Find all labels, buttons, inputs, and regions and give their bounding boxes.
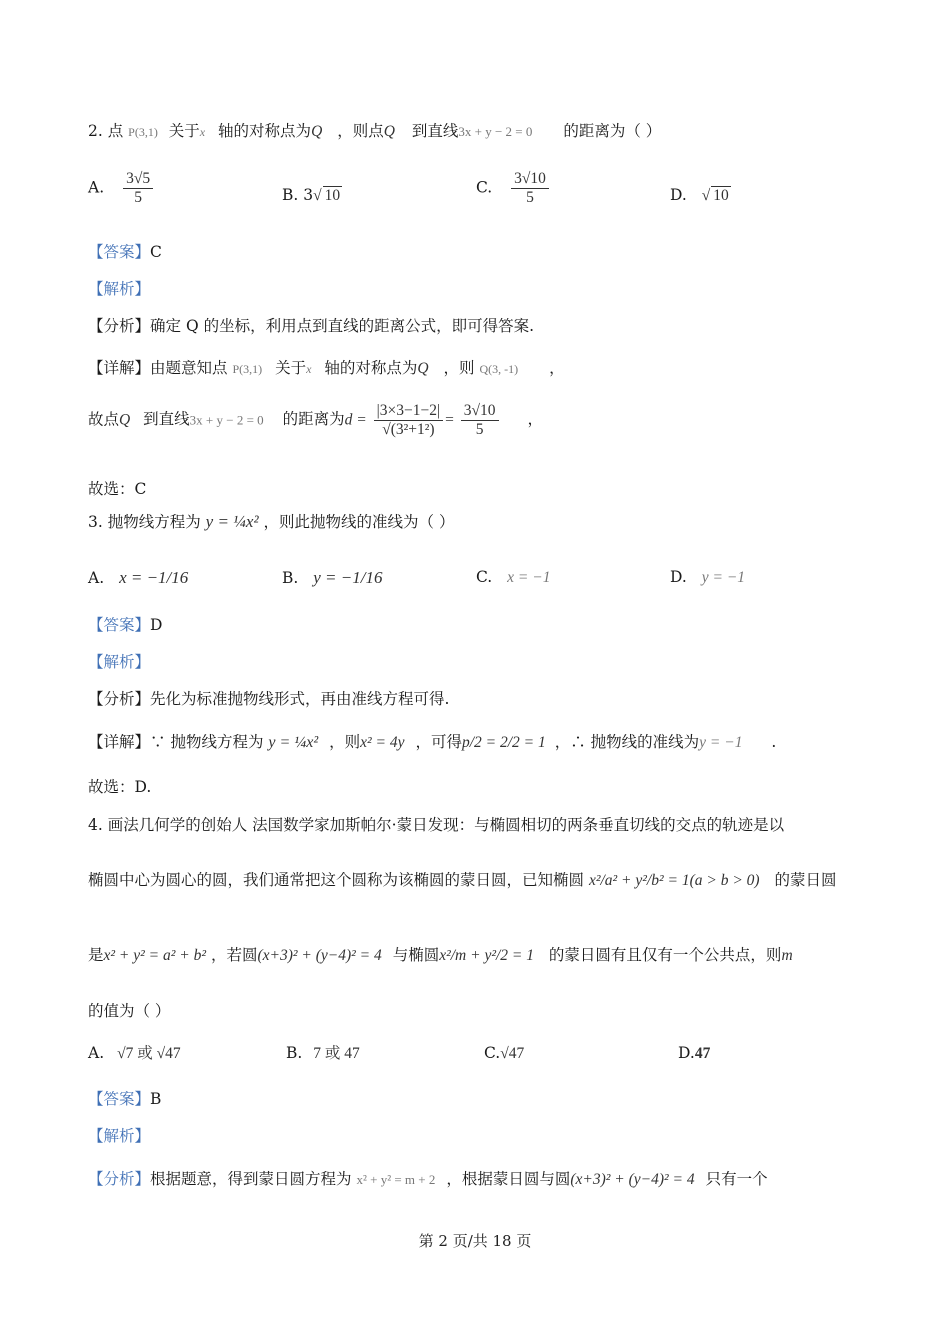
q3-detail: 【详解】∵ 抛物线方程为 y = ¼x² ，则x² = 4y ，可得p/2 = 2/2 = 1 ，∴ 抛物线的准线为y = −1 .: [88, 733, 777, 751]
q4-stem-line3: 是x² + y² = a² + b² ，若圆(x+3)² + (y−4)² = 4 与椭圆x²/m + y²/2 = 1 的蒙日圆有且仅有一个公共点，则m: [88, 946, 793, 964]
q4-answer: 【答案】B: [88, 1090, 162, 1108]
q3-option-b: B. y = −1/16: [282, 568, 383, 587]
q2-option-d: D. √ 10: [670, 186, 729, 204]
q4-option-b: B. 7 或 47: [286, 1044, 360, 1062]
q4-option-c: C.√47: [484, 1044, 525, 1062]
q4-jiexi-heading: 【解析】: [88, 1127, 151, 1145]
q3-jiexi-heading: 【解析】: [88, 653, 151, 671]
q4-stem-line2: 椭圆中心为圆心的圆，我们通常把这个圆称为该椭圆的蒙日圆，已知椭圆 x²/a² + y²/b² = 1(a > b > 0) 的蒙日圆: [88, 871, 837, 889]
q3-choice: 故选：D.: [88, 778, 152, 796]
q4-option-d: D.47: [678, 1044, 711, 1062]
q2-option-b: B. 3√ 10: [282, 186, 341, 204]
q3-option-a: A. x = −1/16: [88, 568, 189, 587]
q3-stem: 3. 抛物线方程为 y = ¼x² ，则此抛物线的准线为（ ）: [88, 512, 455, 531]
q3-answer: 【答案】D: [88, 616, 163, 634]
math-ellipse-equation: x²/a² + y²/b² = 1(a > b > 0): [588, 872, 760, 889]
q2-answer: 【答案】C: [88, 243, 162, 261]
q2-detail-line2: 故点Q 到直线3x + y − 2 = 0 的距离为d = $\frac{|3\times 3-1-2|}{\text{√(3²+1²)}}$ = $\frac{3√10}{5}$ ，: [88, 402, 543, 438]
q2-detail-line1: 【详解】由题意知点 P(3,1) 关于x 轴的对称点为Q ，则 Q(3, -1) ，: [88, 359, 565, 377]
q2-choice: 故选：C: [88, 480, 147, 498]
q2-option-a: A. $\frac{3√5}{5}$: [88, 170, 155, 207]
q4-stem-line1: 4. 画法几何学的创始人 法国数学家加斯帕尔·蒙日发现：与椭圆相切的两条垂直切线的交点的轨迹是以: [88, 816, 785, 834]
q2-analysis: 【分析】确定 Q 的坐标，利用点到直线的距离公式，即可得答案.: [88, 317, 535, 335]
q2-stem: 2. 点 P(3,1) 关于x 轴的对称点为Q ，则点Q 到直线3x + y − 2 = 0 的距离为（ ）: [88, 122, 662, 140]
math-distance-fraction: $\frac{|3\times 3-1-2|}{\text{√(3²+1²)}}$: [374, 402, 443, 439]
q3-option-c: C. x = −1: [476, 568, 551, 586]
q4-stem-line4: 的值为（ ）: [88, 1002, 171, 1020]
q2-option-c: C. $\frac{3√10}{5}$: [476, 170, 551, 207]
q2-jiexi-heading: 【解析】: [88, 280, 151, 298]
math-line-equation: 3x + y − 2 = 0: [458, 124, 533, 139]
page-footer: 第 2 页/共 18 页: [418, 1232, 532, 1250]
q3-analysis: 【分析】先化为标准抛物线形式，再由准线方程可得.: [88, 690, 450, 708]
math-q-coordinate: Q(3, -1): [479, 362, 519, 376]
q4-option-a: A. √7 或 √47: [88, 1044, 181, 1062]
math-point-p: P(3,1): [128, 125, 158, 139]
q4-analysis: 【分析】根据题意，得到蒙日圆方程为 x² + y² = m + 2 ，根据蒙日圆与圆(x+3)² + (y−4)² = 4 只有一个: [88, 1170, 768, 1188]
math-monge-circle: x² + y² = m + 2: [356, 1172, 436, 1187]
math-parabola-equation: y = ¼x²: [205, 512, 259, 531]
q3-option-d: D. y = −1: [670, 568, 746, 586]
